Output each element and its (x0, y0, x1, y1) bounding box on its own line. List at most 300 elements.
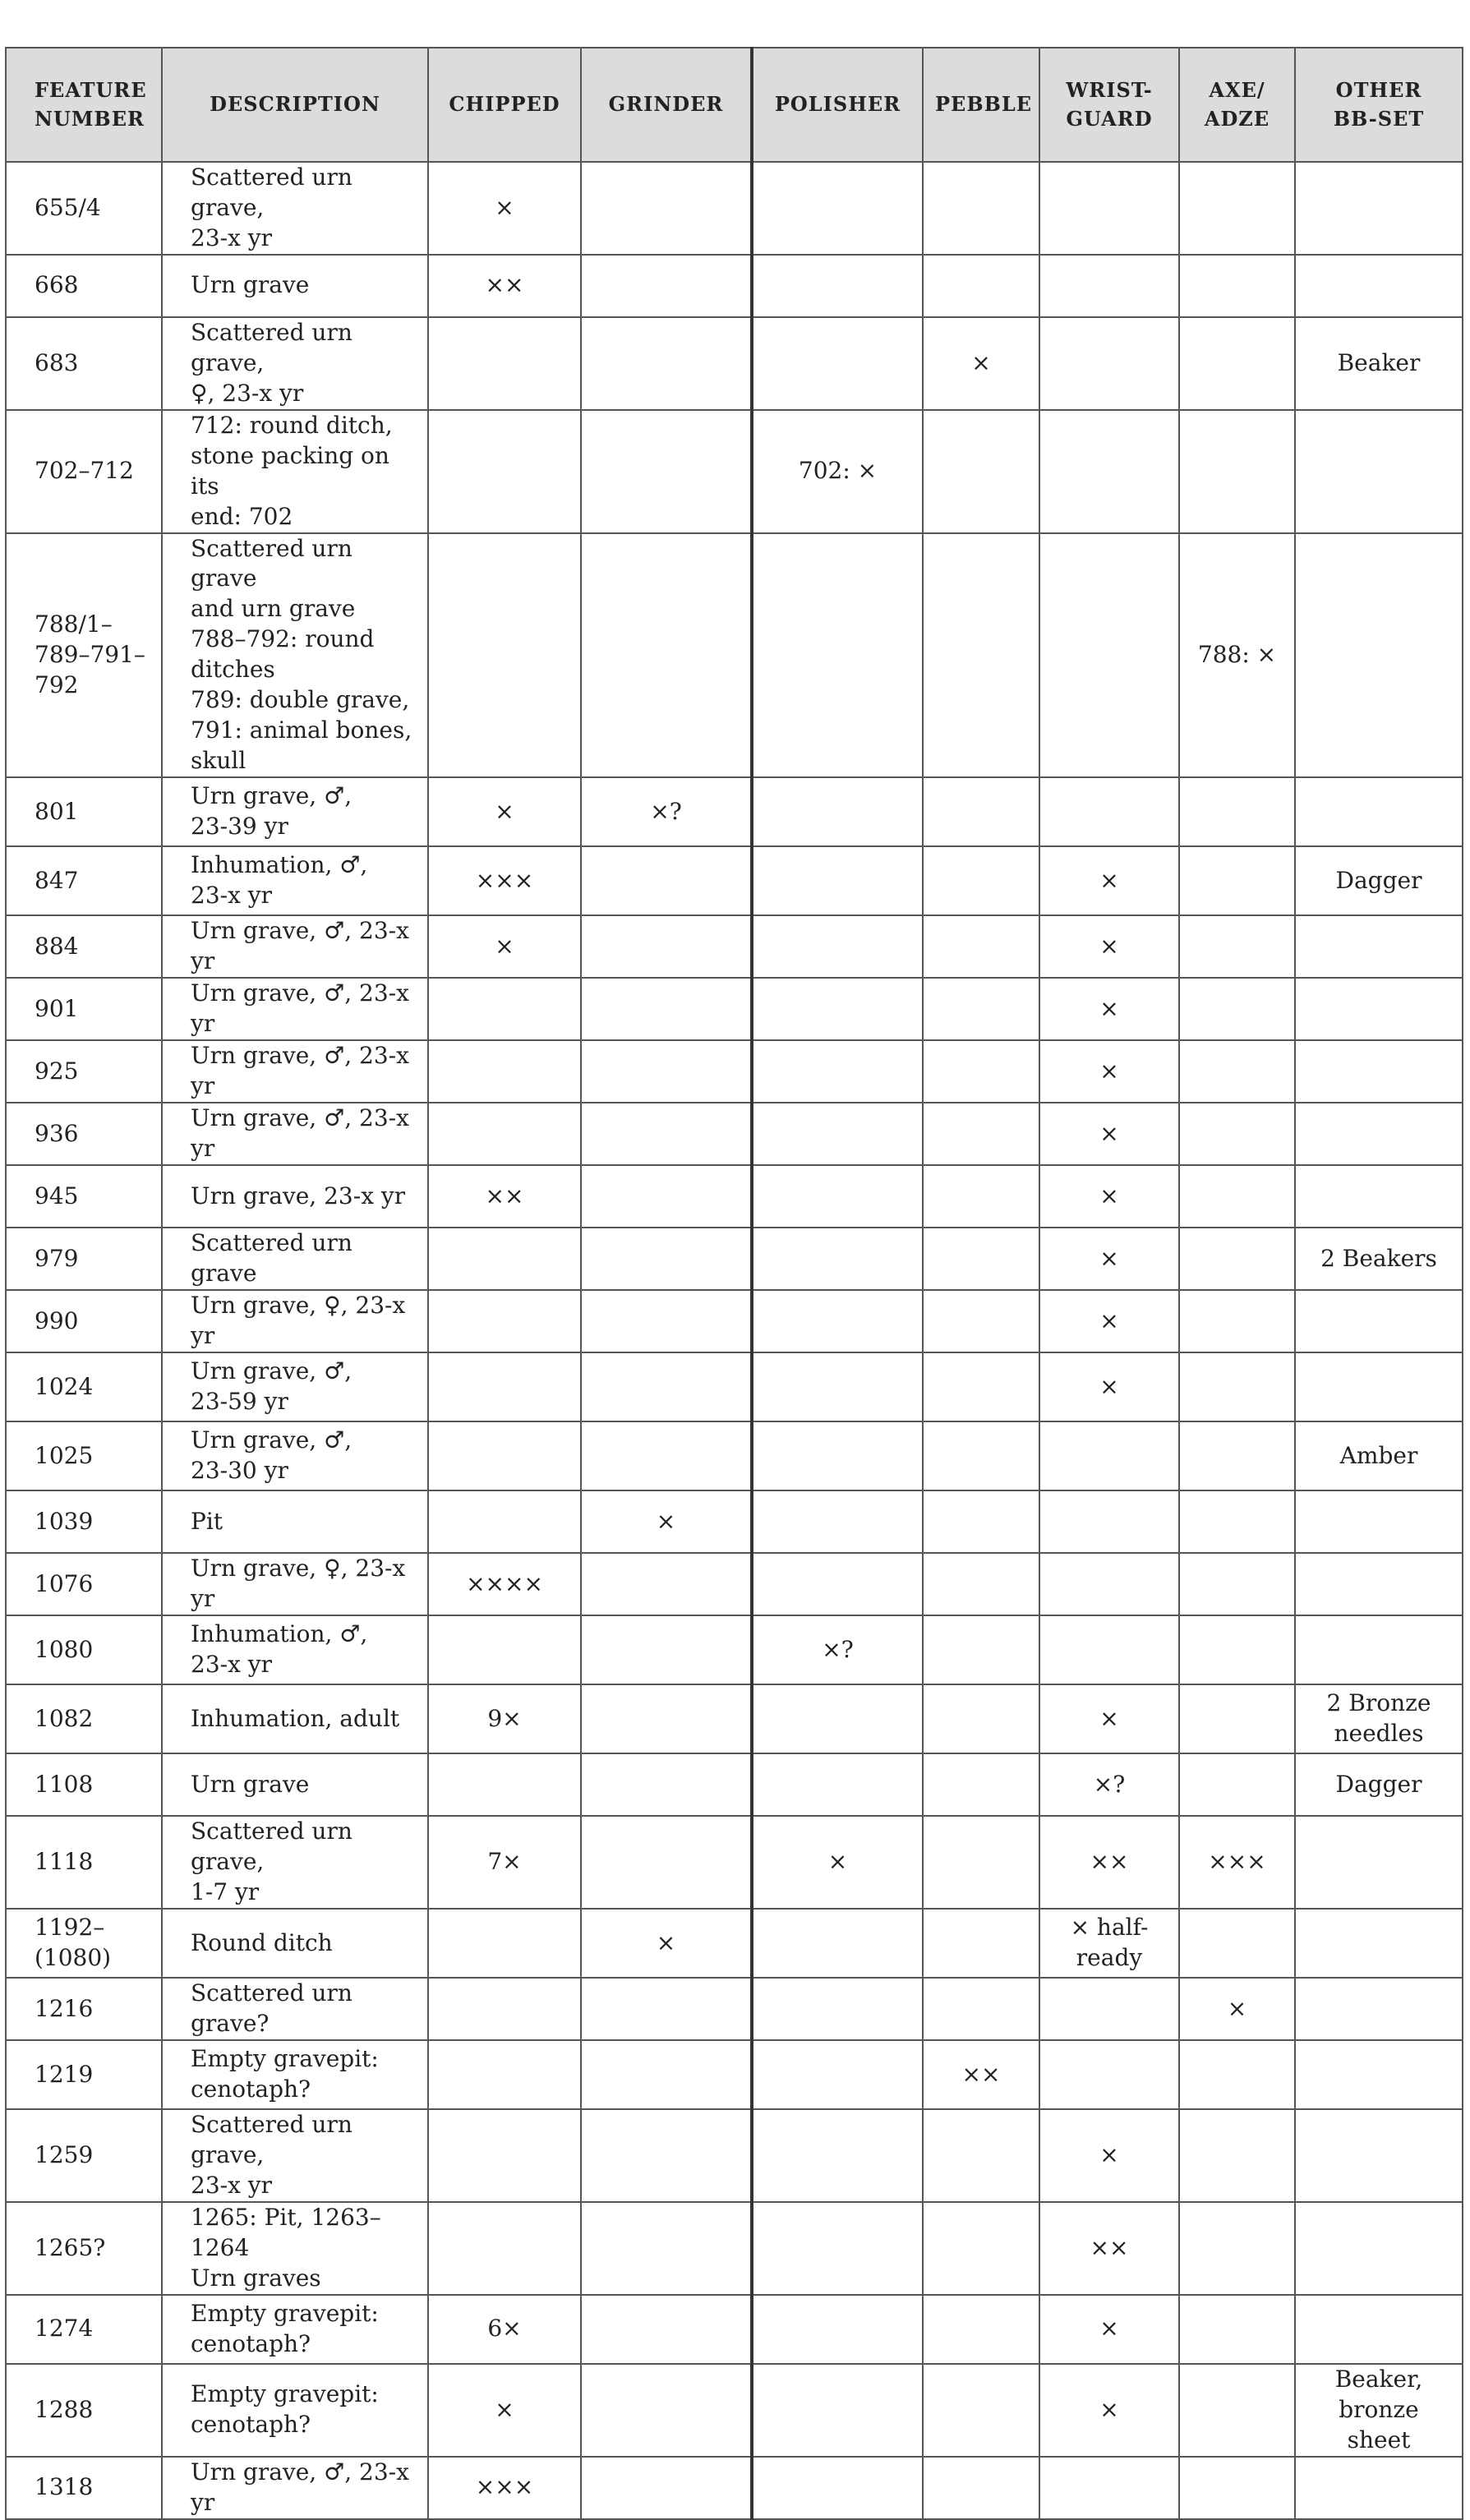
cell-chipped: ××× (428, 2457, 581, 2519)
cell-chipped (428, 1909, 581, 1978)
cell-other-bb-set (1295, 1978, 1463, 2040)
cell-description: Urn grave, ♂, 23-30 yr (162, 1421, 428, 1490)
cell-chipped (428, 2040, 581, 2109)
cell-pebble (923, 915, 1039, 978)
cell-description: Scattered urn grave and urn grave 788–792: round ditches 789: double grave, 791: animal bones, skull (162, 533, 428, 778)
table-row (6, 1978, 1463, 2040)
cell-grinder (581, 1553, 752, 1615)
table-row (6, 1290, 1463, 1352)
cell-polisher (752, 1909, 923, 1978)
cell-feature-number: 801 (6, 777, 162, 846)
cell-description: Urn grave (162, 255, 428, 317)
cell-grinder: × (581, 1909, 752, 1978)
table-row (6, 317, 1463, 410)
cell-feature-number: 668 (6, 255, 162, 317)
cell-feature-number: 847 (6, 846, 162, 915)
cell-polisher: × (752, 1816, 923, 1909)
cell-wrist-guard (1039, 777, 1179, 846)
cell-wrist-guard: × (1039, 2109, 1179, 2202)
cell-wrist-guard (1039, 1421, 1179, 1490)
cell-grinder (581, 915, 752, 978)
col-header-description: DESCRIPTION (162, 48, 428, 162)
cell-chipped (428, 1103, 581, 1165)
cell-chipped: × (428, 777, 581, 846)
cell-wrist-guard (1039, 1490, 1179, 1553)
table-row (6, 777, 1463, 846)
table-row (6, 1615, 1463, 1684)
cell-axe-adze: ××× (1179, 1816, 1295, 1909)
table-row (6, 1684, 1463, 1753)
cell-chipped (428, 1753, 581, 1816)
cell-polisher (752, 255, 923, 317)
cell-axe-adze (1179, 915, 1295, 978)
cell-chipped (428, 317, 581, 410)
cell-axe-adze (1179, 1040, 1295, 1103)
cell-description: Scattered urn grave (162, 1228, 428, 1290)
cell-other-bb-set (1295, 1103, 1463, 1165)
cell-feature-number: 1274 (6, 2295, 162, 2364)
cell-pebble (923, 777, 1039, 846)
header-row (6, 48, 1463, 162)
cell-pebble (923, 846, 1039, 915)
cell-grinder (581, 846, 752, 915)
cell-description: Urn grave, ♂, 23-x yr (162, 915, 428, 978)
cell-axe-adze (1179, 978, 1295, 1040)
table-row (6, 1103, 1463, 1165)
cell-wrist-guard: × (1039, 978, 1179, 1040)
cell-feature-number: 901 (6, 978, 162, 1040)
cell-axe-adze (1179, 1553, 1295, 1615)
cell-grinder: × (581, 1490, 752, 1553)
cell-polisher (752, 2457, 923, 2519)
table-row (6, 1490, 1463, 1553)
table-row (6, 846, 1463, 915)
cell-axe-adze (1179, 2109, 1295, 2202)
col-header-chipped: CHIPPED (428, 48, 581, 162)
cell-axe-adze (1179, 2202, 1295, 2295)
cell-grinder (581, 1816, 752, 1909)
cell-polisher (752, 915, 923, 978)
cell-axe-adze (1179, 1753, 1295, 1816)
cell-chipped: ×××× (428, 1553, 581, 1615)
table-row (6, 978, 1463, 1040)
table-row (6, 915, 1463, 978)
cell-other-bb-set (1295, 2109, 1463, 2202)
cell-other-bb-set: 2 Bronze needles (1295, 1684, 1463, 1753)
cell-pebble (923, 1290, 1039, 1352)
cell-description: Empty gravepit: cenotaph? (162, 2364, 428, 2457)
cell-feature-number: 1288 (6, 2364, 162, 2457)
cell-description: Scattered urn grave, 1-7 yr (162, 1816, 428, 1909)
cell-polisher (752, 2202, 923, 2295)
cell-grinder (581, 410, 752, 533)
cell-pebble (923, 533, 1039, 778)
cell-axe-adze (1179, 1103, 1295, 1165)
cell-axe-adze (1179, 1290, 1295, 1352)
cell-other-bb-set (1295, 255, 1463, 317)
table-row (6, 1421, 1463, 1490)
cell-polisher (752, 846, 923, 915)
cell-feature-number: 1318 (6, 2457, 162, 2519)
cell-pebble (923, 1753, 1039, 1816)
cell-pebble (923, 162, 1039, 255)
cell-axe-adze: 788: × (1179, 533, 1295, 778)
cell-other-bb-set (1295, 1816, 1463, 1909)
table-row (6, 162, 1463, 255)
cell-description: Scattered urn grave? (162, 1978, 428, 2040)
cell-wrist-guard (1039, 2457, 1179, 2519)
cell-description: 1265: Pit, 1263–1264 Urn graves (162, 2202, 428, 2295)
cell-other-bb-set (1295, 1352, 1463, 1421)
cell-grinder (581, 2457, 752, 2519)
cell-pebble (923, 1553, 1039, 1615)
cell-pebble (923, 1352, 1039, 1421)
cell-other-bb-set (1295, 1490, 1463, 1553)
cell-chipped (428, 1228, 581, 1290)
cell-polisher (752, 1490, 923, 1553)
cell-chipped: × (428, 162, 581, 255)
table-row (6, 1816, 1463, 1909)
cell-grinder (581, 2364, 752, 2457)
cell-polisher (752, 2040, 923, 2109)
cell-wrist-guard (1039, 1978, 1179, 2040)
cell-description: Pit (162, 1490, 428, 1553)
cell-wrist-guard: × (1039, 1165, 1179, 1228)
cell-other-bb-set (1295, 2202, 1463, 2295)
cell-chipped (428, 1040, 581, 1103)
cell-axe-adze (1179, 255, 1295, 317)
cell-polisher (752, 1352, 923, 1421)
cell-pebble (923, 978, 1039, 1040)
table-row (6, 2295, 1463, 2364)
cell-pebble (923, 2202, 1039, 2295)
cell-pebble (923, 1165, 1039, 1228)
cell-axe-adze (1179, 2295, 1295, 2364)
cell-other-bb-set (1295, 1165, 1463, 1228)
cell-axe-adze (1179, 410, 1295, 533)
cell-axe-adze (1179, 1909, 1295, 1978)
col-header-axe-adze: AXE/ ADZE (1179, 48, 1295, 162)
cell-pebble (923, 1040, 1039, 1103)
cell-grinder (581, 1352, 752, 1421)
cell-grinder (581, 2295, 752, 2364)
cell-other-bb-set (1295, 1040, 1463, 1103)
cell-wrist-guard (1039, 410, 1179, 533)
cell-polisher (752, 1553, 923, 1615)
cell-feature-number: 683 (6, 317, 162, 410)
cell-grinder (581, 2109, 752, 2202)
cell-other-bb-set (1295, 2295, 1463, 2364)
cell-other-bb-set (1295, 1290, 1463, 1352)
cell-other-bb-set: Dagger (1295, 846, 1463, 915)
col-header-polisher: POLISHER (752, 48, 923, 162)
cell-wrist-guard (1039, 317, 1179, 410)
cell-wrist-guard: × (1039, 1040, 1179, 1103)
cell-polisher (752, 533, 923, 778)
col-header-other-bb-set: OTHER BB-SET (1295, 48, 1463, 162)
cell-feature-number: 1039 (6, 1490, 162, 1553)
cell-description: Inhumation, ♂, 23-x yr (162, 1615, 428, 1684)
cell-feature-number: 1080 (6, 1615, 162, 1684)
table-row (6, 410, 1463, 533)
cell-grinder (581, 2040, 752, 2109)
cell-polisher (752, 1684, 923, 1753)
cell-wrist-guard: × (1039, 846, 1179, 915)
cell-pebble (923, 1978, 1039, 2040)
cell-pebble (923, 2364, 1039, 2457)
cell-chipped (428, 533, 581, 778)
cell-chipped: ×× (428, 1165, 581, 1228)
cell-grinder (581, 255, 752, 317)
cell-grinder (581, 1978, 752, 2040)
cell-wrist-guard (1039, 255, 1179, 317)
table-row (6, 1553, 1463, 1615)
artifact-table (5, 47, 1463, 2520)
cell-feature-number: 1118 (6, 1816, 162, 1909)
cell-axe-adze (1179, 162, 1295, 255)
cell-other-bb-set (1295, 1553, 1463, 1615)
cell-pebble (923, 1816, 1039, 1909)
col-header-pebble: PEBBLE (923, 48, 1039, 162)
cell-wrist-guard (1039, 162, 1179, 255)
cell-axe-adze (1179, 1421, 1295, 1490)
cell-grinder: ×? (581, 777, 752, 846)
cell-grinder (581, 1040, 752, 1103)
cell-chipped: 9× (428, 1684, 581, 1753)
cell-grinder (581, 1421, 752, 1490)
cell-pebble (923, 1228, 1039, 1290)
cell-axe-adze: × (1179, 1978, 1295, 2040)
cell-wrist-guard: × (1039, 1352, 1179, 1421)
cell-chipped: ××× (428, 846, 581, 915)
cell-wrist-guard (1039, 533, 1179, 778)
cell-axe-adze (1179, 1165, 1295, 1228)
cell-wrist-guard: × (1039, 1684, 1179, 1753)
cell-description: 712: round ditch, stone packing on its end: 702 (162, 410, 428, 533)
cell-pebble (923, 1103, 1039, 1165)
cell-pebble (923, 1421, 1039, 1490)
cell-other-bb-set (1295, 915, 1463, 978)
cell-chipped (428, 1290, 581, 1352)
cell-other-bb-set: 2 Beakers (1295, 1228, 1463, 1290)
cell-chipped (428, 1421, 581, 1490)
cell-chipped: 7× (428, 1816, 581, 1909)
cell-polisher (752, 162, 923, 255)
cell-chipped (428, 1490, 581, 1553)
cell-polisher (752, 2295, 923, 2364)
cell-description: Scattered urn grave, 23-x yr (162, 2109, 428, 2202)
cell-description: Empty gravepit: cenotaph? (162, 2040, 428, 2109)
cell-pebble (923, 2295, 1039, 2364)
cell-feature-number: 1259 (6, 2109, 162, 2202)
cell-polisher (752, 2109, 923, 2202)
cell-feature-number: 1265? (6, 2202, 162, 2295)
cell-axe-adze (1179, 317, 1295, 410)
table-row (6, 1753, 1463, 1816)
cell-pebble (923, 410, 1039, 533)
cell-other-bb-set (1295, 1909, 1463, 1978)
table-header (6, 48, 1463, 162)
cell-other-bb-set: Beaker, bronze sheet (1295, 2364, 1463, 2457)
cell-wrist-guard (1039, 1553, 1179, 1615)
cell-other-bb-set (1295, 2457, 1463, 2519)
cell-description: Urn grave (162, 1753, 428, 1816)
cell-feature-number: 990 (6, 1290, 162, 1352)
cell-description: Inhumation, ♂, 23-x yr (162, 846, 428, 915)
cell-feature-number: 945 (6, 1165, 162, 1228)
cell-chipped (428, 2109, 581, 2202)
cell-polisher (752, 1165, 923, 1228)
cell-other-bb-set: Amber (1295, 1421, 1463, 1490)
cell-feature-number: 1076 (6, 1553, 162, 1615)
cell-description: Urn grave, ♂, 23-59 yr (162, 1352, 428, 1421)
cell-wrist-guard (1039, 1615, 1179, 1684)
cell-feature-number: 1192– (1080) (6, 1909, 162, 1978)
cell-grinder (581, 1103, 752, 1165)
cell-wrist-guard: × (1039, 1228, 1179, 1290)
cell-grinder (581, 1753, 752, 1816)
cell-description: Urn grave, ♂, 23-x yr (162, 1040, 428, 1103)
cell-feature-number: 1024 (6, 1352, 162, 1421)
cell-pebble: × (923, 317, 1039, 410)
cell-description: Inhumation, adult (162, 1684, 428, 1753)
cell-wrist-guard: × (1039, 915, 1179, 978)
cell-feature-number: 1108 (6, 1753, 162, 1816)
cell-axe-adze (1179, 2457, 1295, 2519)
cell-description: Urn grave, ♀, 23-x yr (162, 1553, 428, 1615)
cell-grinder (581, 162, 752, 255)
table-row (6, 1909, 1463, 1978)
cell-chipped (428, 410, 581, 533)
cell-chipped (428, 1978, 581, 2040)
cell-feature-number: 788/1– 789–791– 792 (6, 533, 162, 778)
cell-polisher (752, 777, 923, 846)
cell-polisher (752, 1753, 923, 1816)
cell-grinder (581, 2202, 752, 2295)
cell-wrist-guard: × (1039, 1290, 1179, 1352)
cell-other-bb-set (1295, 2040, 1463, 2109)
col-header-feature-number: FEATURE NUMBER (6, 48, 162, 162)
cell-feature-number: 884 (6, 915, 162, 978)
cell-feature-number: 702–712 (6, 410, 162, 533)
cell-axe-adze (1179, 1228, 1295, 1290)
table-row (6, 1352, 1463, 1421)
cell-other-bb-set (1295, 777, 1463, 846)
col-header-grinder: GRINDER (581, 48, 752, 162)
cell-other-bb-set (1295, 978, 1463, 1040)
table-row (6, 533, 1463, 778)
cell-other-bb-set: Beaker (1295, 317, 1463, 410)
cell-pebble (923, 1490, 1039, 1553)
cell-other-bb-set (1295, 410, 1463, 533)
cell-feature-number: 1082 (6, 1684, 162, 1753)
cell-description: Round ditch (162, 1909, 428, 1978)
cell-polisher (752, 317, 923, 410)
table-row (6, 2457, 1463, 2519)
col-header-wrist-guard: WRIST- GUARD (1039, 48, 1179, 162)
cell-polisher (752, 1978, 923, 2040)
cell-other-bb-set: Dagger (1295, 1753, 1463, 1816)
cell-chipped: × (428, 915, 581, 978)
cell-chipped: × (428, 2364, 581, 2457)
table-row (6, 2364, 1463, 2457)
cell-axe-adze (1179, 1615, 1295, 1684)
cell-polisher (752, 1103, 923, 1165)
cell-polisher: ×? (752, 1615, 923, 1684)
cell-other-bb-set (1295, 1615, 1463, 1684)
cell-axe-adze (1179, 1684, 1295, 1753)
cell-feature-number: 979 (6, 1228, 162, 1290)
table-row (6, 255, 1463, 317)
cell-feature-number: 1216 (6, 1978, 162, 2040)
table-row (6, 1040, 1463, 1103)
cell-grinder (581, 1228, 752, 1290)
cell-chipped (428, 1615, 581, 1684)
cell-description: Scattered urn grave, ♀, 23-x yr (162, 317, 428, 410)
cell-grinder (581, 1684, 752, 1753)
cell-polisher (752, 978, 923, 1040)
cell-pebble (923, 2109, 1039, 2202)
table-body (6, 162, 1463, 2519)
cell-wrist-guard: × half- ready (1039, 1909, 1179, 1978)
cell-pebble (923, 1615, 1039, 1684)
cell-description: Urn grave, ♂, 23-x yr (162, 2457, 428, 2519)
cell-grinder (581, 317, 752, 410)
cell-polisher (752, 1228, 923, 1290)
cell-feature-number: 655/4 (6, 162, 162, 255)
cell-axe-adze (1179, 777, 1295, 846)
cell-description: Empty gravepit: cenotaph? (162, 2295, 428, 2364)
cell-description: Urn grave, ♂, 23-x yr (162, 1103, 428, 1165)
table-row (6, 2202, 1463, 2295)
cell-wrist-guard (1039, 2040, 1179, 2109)
cell-wrist-guard: × (1039, 2295, 1179, 2364)
cell-polisher (752, 1040, 923, 1103)
cell-pebble (923, 255, 1039, 317)
table-row (6, 2109, 1463, 2202)
cell-polisher: 702: × (752, 410, 923, 533)
cell-wrist-guard: ×× (1039, 1816, 1179, 1909)
cell-description: Urn grave, ♂, 23-39 yr (162, 777, 428, 846)
cell-grinder (581, 1615, 752, 1684)
cell-description: Urn grave, 23-x yr (162, 1165, 428, 1228)
cell-polisher (752, 2364, 923, 2457)
cell-chipped: 6× (428, 2295, 581, 2364)
cell-chipped (428, 1352, 581, 1421)
cell-wrist-guard: ×× (1039, 2202, 1179, 2295)
cell-feature-number: 1219 (6, 2040, 162, 2109)
cell-wrist-guard: × (1039, 1103, 1179, 1165)
cell-polisher (752, 1290, 923, 1352)
cell-pebble (923, 1909, 1039, 1978)
cell-description: Urn grave, ♀, 23-x yr (162, 1290, 428, 1352)
cell-axe-adze (1179, 2040, 1295, 2109)
cell-wrist-guard: × (1039, 2364, 1179, 2457)
cell-chipped (428, 978, 581, 1040)
cell-description: Scattered urn grave, 23-x yr (162, 162, 428, 255)
cell-polisher (752, 1421, 923, 1490)
cell-axe-adze (1179, 846, 1295, 915)
cell-axe-adze (1179, 1352, 1295, 1421)
cell-feature-number: 1025 (6, 1421, 162, 1490)
cell-feature-number: 925 (6, 1040, 162, 1103)
cell-wrist-guard: ×? (1039, 1753, 1179, 1816)
cell-grinder (581, 1290, 752, 1352)
cell-grinder (581, 978, 752, 1040)
table-row (6, 1228, 1463, 1290)
cell-chipped (428, 2202, 581, 2295)
cell-axe-adze (1179, 2364, 1295, 2457)
